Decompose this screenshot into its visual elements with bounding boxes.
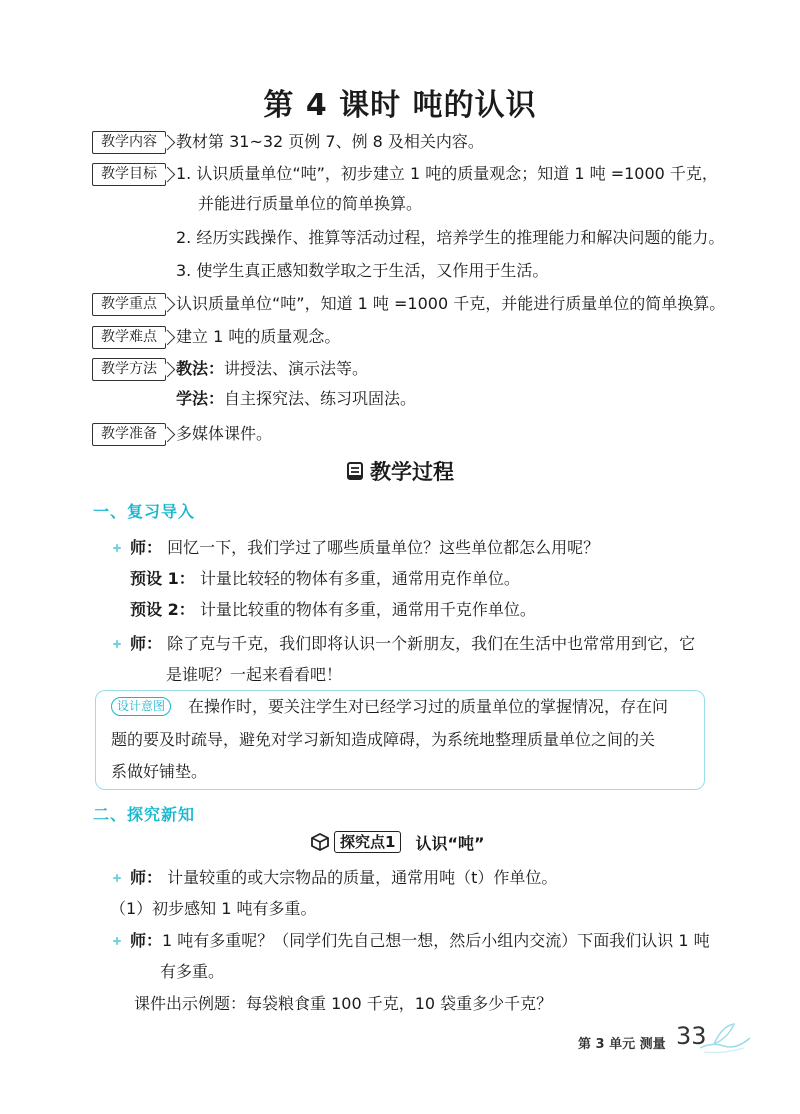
preset-text: 计量比较轻的物体有多重，通常用克作单位。 — [199, 569, 520, 588]
design-intent-line-1: 在操作时，要关注学生对已经学习过的质量单位的掌握情况，存在问 — [188, 697, 669, 716]
book-icon — [346, 461, 364, 481]
step-1: （1）初步感知 1 吨有多重。 — [110, 899, 317, 918]
page-title: 第 4 课时 吨的认识 — [263, 88, 537, 123]
goal-2: 2. 经历实践操作、推算等活动过程，培养学生的推理能力和解决问题的能力。 — [176, 228, 725, 247]
teaching-content-text: 教材第 31~32 页例 7、例 8 及相关内容。 — [176, 132, 484, 151]
teaching-focus-text: 认识质量单位“吨”，知道 1 吨 =1000 千克，并能进行质量单位的简单换算。 — [176, 294, 726, 313]
speaker-label: 师： — [130, 634, 163, 653]
goal-1-line-1: 1. 认识质量单位“吨”，初步建立 1 吨的质量观念；知道 1 吨 =1000 千克， — [176, 164, 718, 183]
speech-text: 回忆一下，我们学过了哪些质量单位？这些单位都怎么用呢？ — [167, 538, 600, 557]
page-number: 33 — [676, 1022, 707, 1050]
bullet-icon — [113, 640, 121, 648]
speech-text: 除了克与千克，我们即将认识一个新朋友，我们在生活中也常常用到它，它 — [167, 634, 696, 653]
learning-method-row — [176, 387, 416, 411]
footer-unit: 第 3 单元 测量 — [578, 1037, 666, 1052]
teach-method-label: 教法： — [176, 359, 225, 378]
design-intent-tag: 设计意图 — [111, 697, 171, 716]
preset-2 — [130, 598, 536, 622]
example-text: 课件出示例题：每袋粮食重 100 千克，10 袋重多少千克？ — [134, 994, 553, 1013]
learn-method-text: 自主探究法、练习巩固法。 — [224, 389, 417, 408]
teach-method-text: 讲授法、演示法等。 — [224, 359, 369, 378]
process-heading — [0, 456, 800, 486]
preset-label: 预设 1： — [130, 569, 195, 588]
preset-label: 预设 2： — [130, 600, 195, 619]
teacher-line-4 — [130, 929, 710, 953]
teacher-line-3 — [130, 866, 557, 890]
speaker-label: 师： — [130, 868, 163, 887]
preset-text: 计量比较重的物体有多重，通常用千克作单位。 — [199, 600, 536, 619]
tag-teaching-content: 教学内容 — [92, 131, 166, 154]
design-intent-line-2: 题的要及时疏导，避免对学习新知造成障碍，为系统地整理质量单位之间的关 — [111, 730, 656, 749]
teacher-line-1 — [130, 536, 599, 560]
section-review-heading: 一、复习导入 — [93, 502, 196, 521]
goal-3: 3. 使学生真正感知数学取之于生活，又作用于生活。 — [176, 261, 549, 280]
teaching-difficulty-text: 建立 1 吨的质量观念。 — [176, 327, 341, 346]
bullet-icon — [113, 544, 121, 552]
speech-text: 1 吨有多重呢？（同学们先自己想一想，然后小组内交流）下面我们认识 1 吨 — [162, 931, 710, 950]
bullet-icon — [113, 937, 121, 945]
teaching-method-row — [176, 357, 368, 381]
tag-teaching-goals: 教学目标 — [92, 163, 166, 186]
tag-teaching-difficulty: 教学难点 — [92, 326, 166, 349]
leaf-decoration-icon — [694, 1018, 754, 1058]
explore-point-title — [310, 829, 484, 855]
tag-teaching-focus: 教学重点 — [92, 293, 166, 316]
explore-point-label: 探究点1 — [334, 831, 401, 853]
teacher-line-4-cont: 有多重。 — [160, 962, 225, 981]
speaker-label: 师： — [130, 931, 163, 950]
process-title-text: 教学过程 — [370, 460, 454, 484]
tag-teaching-methods: 教学方法 — [92, 358, 166, 381]
goal-1-line-2: 并能进行质量单位的简单换算。 — [198, 194, 423, 213]
teacher-line-2-cont: 是谁呢？一起来看看吧！ — [166, 665, 343, 684]
design-intent-line-3: 系做好铺垫。 — [111, 762, 208, 781]
teaching-preparation-text: 多媒体课件。 — [176, 424, 273, 443]
section-explore-heading: 二、探究新知 — [93, 805, 196, 824]
explore-point-text: 认识“吨” — [415, 833, 485, 853]
speech-text: 计量较重的或大宗物品的质量，通常用吨（t）作单位。 — [167, 868, 558, 887]
teacher-line-2 — [130, 632, 695, 656]
tag-teaching-preparation: 教学准备 — [92, 423, 166, 446]
bullet-icon — [113, 874, 121, 882]
preset-1 — [130, 567, 520, 591]
speaker-label: 师： — [130, 538, 163, 557]
learn-method-label: 学法： — [176, 389, 225, 408]
cube-icon — [310, 832, 330, 852]
